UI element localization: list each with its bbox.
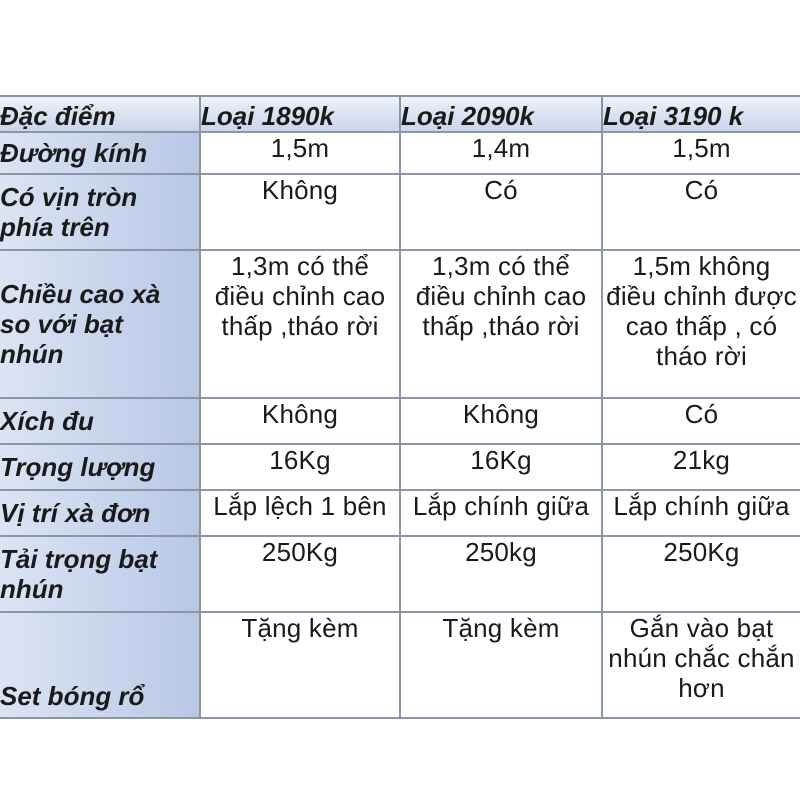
- table-row: [0, 174, 800, 250]
- table-row: [0, 132, 800, 174]
- cell-value: Lắp chính giữa: [400, 490, 602, 536]
- cell-value: 250kg: [400, 536, 602, 612]
- cell-value: Không: [200, 398, 400, 444]
- header-feature: Đặc điểm: [0, 96, 200, 132]
- cell-value: 1,5m: [602, 132, 800, 174]
- cell-value: Tặng kèm: [200, 612, 400, 718]
- row-label-bar-height: Chiều cao xà so với bạt nhún: [0, 250, 200, 398]
- cell-value: 1,3m có thể điều chỉnh cao thấp ,tháo rời: [200, 250, 400, 398]
- cell-value: Không: [200, 174, 400, 250]
- cell-value: 1,3m có thể điều chỉnh cao thấp ,tháo rời: [400, 250, 602, 398]
- row-label-basketball-set: Set bóng rổ: [0, 612, 200, 718]
- cell-value: Có: [602, 398, 800, 444]
- row-label-top-rail: Có vịn tròn phía trên: [0, 174, 200, 250]
- table-row: [0, 536, 800, 612]
- row-label-diameter: Đường kính: [0, 132, 200, 174]
- cell-value: 1,4m: [400, 132, 602, 174]
- header-model-3190k: Loại 3190 k: [602, 96, 800, 132]
- table-row: [0, 250, 800, 398]
- cell-value: 21kg: [602, 444, 800, 490]
- cell-value: Có: [400, 174, 602, 250]
- cell-value: 1,5m: [200, 132, 400, 174]
- header-model-2090k: Loại 2090k: [400, 96, 602, 132]
- cell-value: 250Kg: [200, 536, 400, 612]
- table-row: [0, 612, 800, 718]
- row-label-swing: Xích đu: [0, 398, 200, 444]
- table-row: [0, 398, 800, 444]
- table-row: [0, 444, 800, 490]
- cell-value: 1,5m không điều chỉnh được cao thấp , có tháo rời: [602, 250, 800, 398]
- cell-value: 250Kg: [602, 536, 800, 612]
- header-model-1890k: Loại 1890k: [200, 96, 400, 132]
- row-label-pullup-bar-position: Vị trí xà đơn: [0, 490, 200, 536]
- cell-value: Gắn vào bạt nhún chắc chắn hơn: [602, 612, 800, 718]
- cell-value: Tặng kèm: [400, 612, 602, 718]
- spec-comparison-table: [0, 95, 800, 719]
- cell-value: 16Kg: [200, 444, 400, 490]
- cell-value: Không: [400, 398, 602, 444]
- cell-value: Lắp lệch 1 bên: [200, 490, 400, 536]
- cell-value: Có: [602, 174, 800, 250]
- row-label-load-capacity: Tải trọng bạt nhún: [0, 536, 200, 612]
- cell-value: Lắp chính giữa: [602, 490, 800, 536]
- table-row: [0, 490, 800, 536]
- row-label-weight: Trọng lượng: [0, 444, 200, 490]
- header-row: [0, 96, 800, 132]
- cell-value: 16Kg: [400, 444, 602, 490]
